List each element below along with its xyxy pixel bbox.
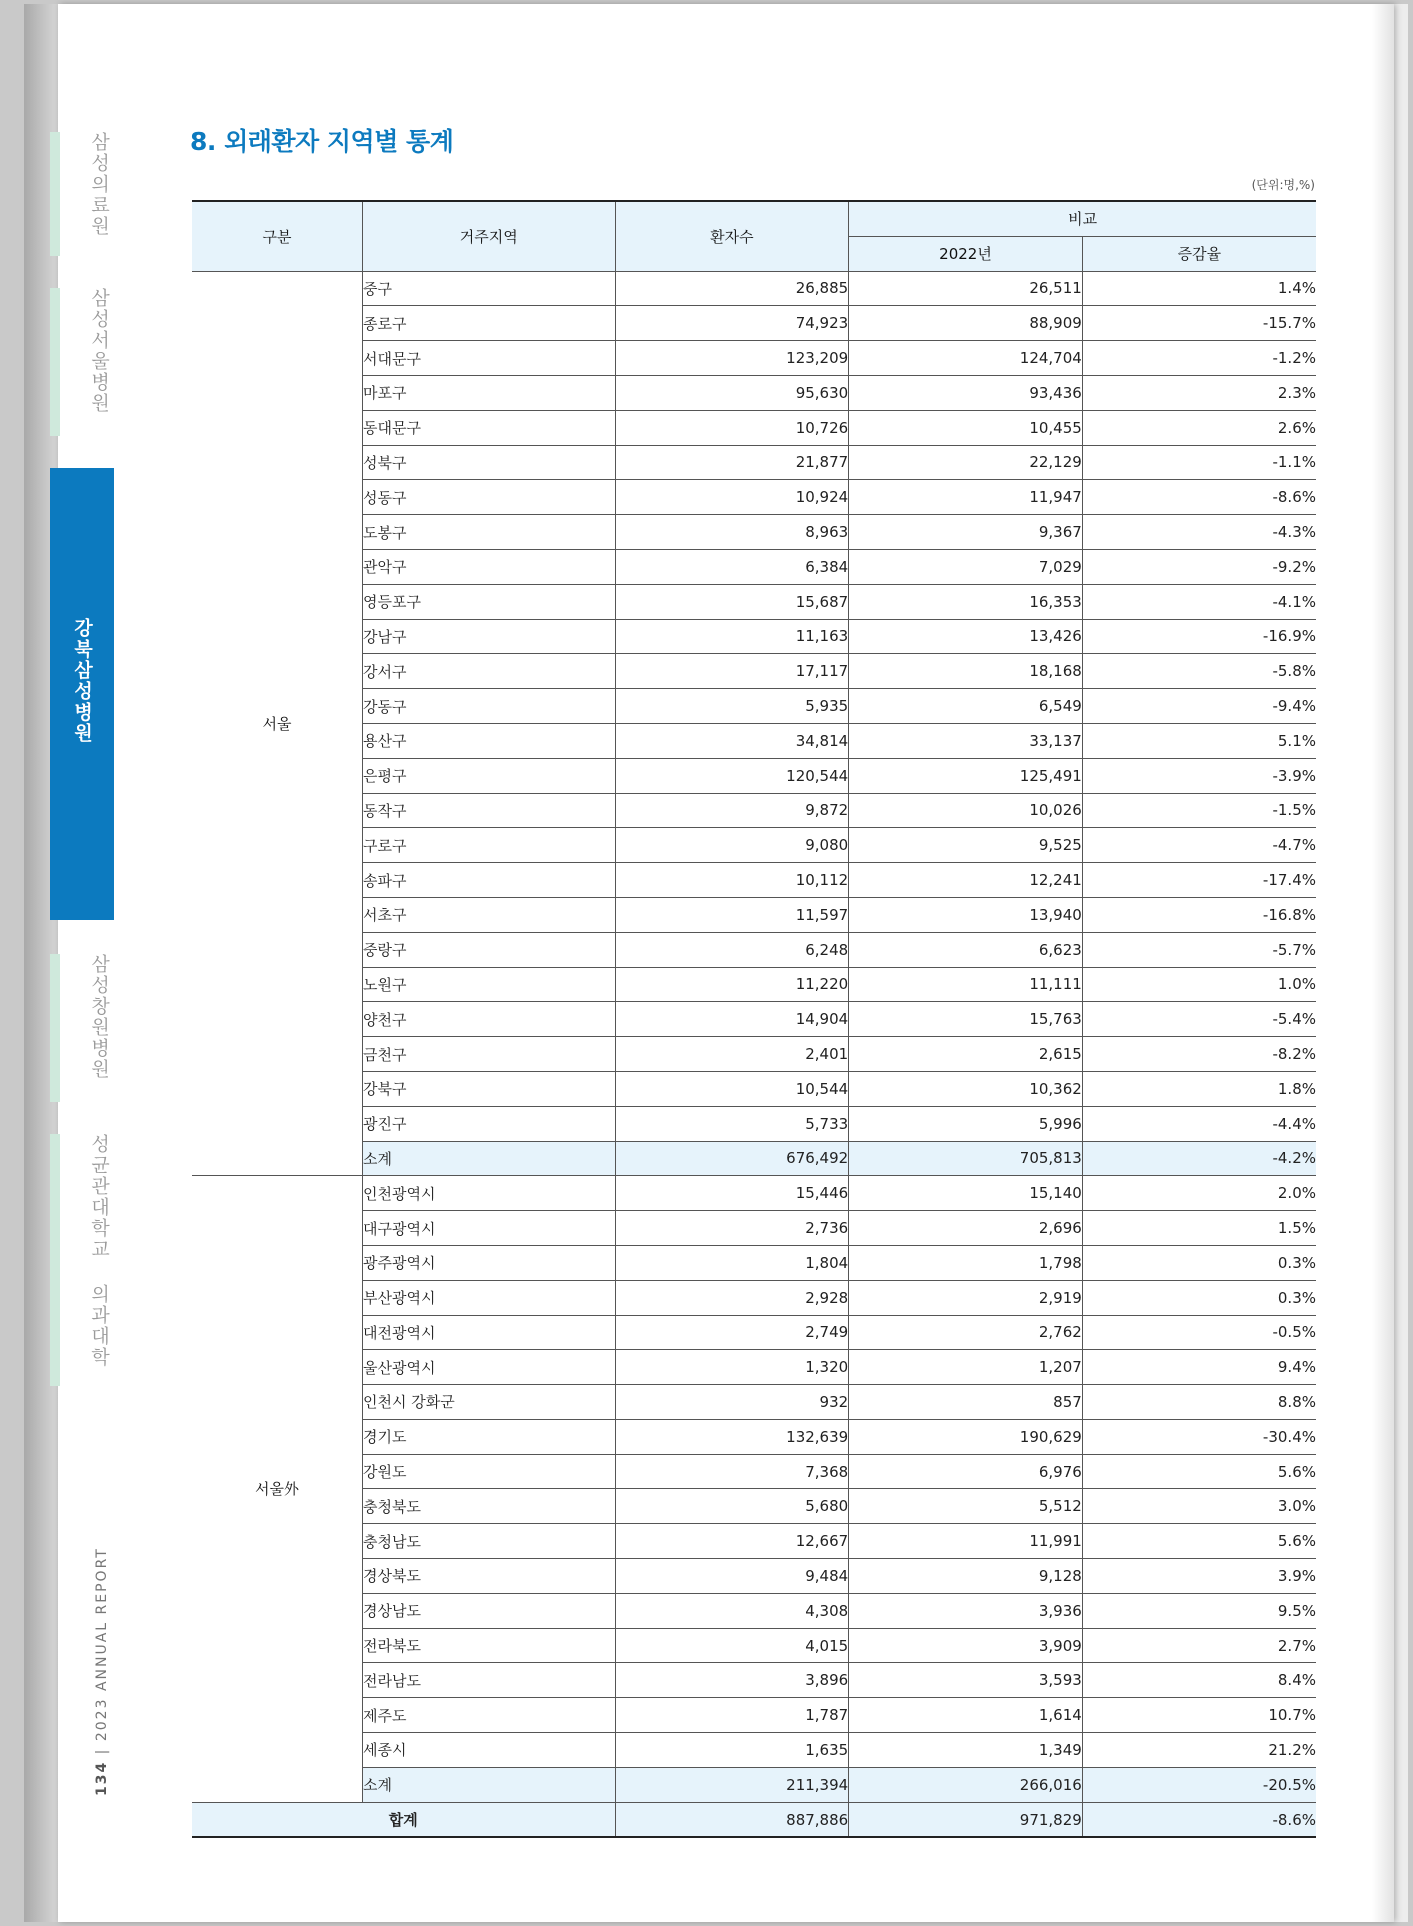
patients-cell: 2,736 [615, 1211, 849, 1246]
page-edge [1372, 4, 1394, 1922]
change-rate-cell: 2.7% [1082, 1628, 1316, 1663]
region-cell: 충청북도 [362, 1489, 615, 1524]
region-cell: 경기도 [362, 1419, 615, 1454]
prev-year-cell: 125,491 [849, 758, 1083, 793]
patients-cell: 34,814 [615, 723, 849, 758]
patients-cell: 10,112 [615, 863, 849, 898]
region-cell: 성동구 [362, 480, 615, 515]
region-cell: 경상남도 [362, 1593, 615, 1628]
prev-year-cell: 5,512 [849, 1489, 1083, 1524]
report-name: 2023 ANNUAL REPORT [94, 1547, 110, 1742]
patients-cell: 5,680 [615, 1489, 849, 1524]
region-cell: 중구 [362, 271, 615, 306]
prev-year-cell: 9,128 [849, 1559, 1083, 1594]
region-cell: 노원구 [362, 967, 615, 1002]
prev-year-cell: 93,436 [849, 375, 1083, 410]
prev-year-cell: 2,762 [849, 1315, 1083, 1350]
prev-year-cell: 15,140 [849, 1176, 1083, 1211]
change-rate-cell: -5.8% [1082, 654, 1316, 689]
region-cell: 광주광역시 [362, 1245, 615, 1280]
patients-cell: 4,308 [615, 1593, 849, 1628]
prev-year-cell: 3,936 [849, 1593, 1083, 1628]
change-rate-cell: -30.4% [1082, 1419, 1316, 1454]
patients-cell: 15,446 [615, 1176, 849, 1211]
prev-year-cell: 11,991 [849, 1524, 1083, 1559]
subtotal-label: 소계 [362, 1767, 615, 1802]
subtotal-change-rate: -20.5% [1082, 1767, 1316, 1802]
change-rate-cell: -3.9% [1082, 758, 1316, 793]
tab-marker [50, 288, 60, 436]
patients-cell: 1,804 [615, 1245, 849, 1280]
region-cell: 종로구 [362, 306, 615, 341]
region-cell: 구로구 [362, 828, 615, 863]
patients-cell: 26,885 [615, 271, 849, 306]
patients-cell: 95,630 [615, 375, 849, 410]
region-cell: 인천시 강화군 [362, 1385, 615, 1420]
patients-cell: 123,209 [615, 341, 849, 376]
change-rate-cell: 3.9% [1082, 1559, 1316, 1594]
region-cell: 광진구 [362, 1106, 615, 1141]
region-cell: 강원도 [362, 1454, 615, 1489]
patients-cell: 5,935 [615, 689, 849, 724]
table-row [192, 1176, 1316, 1211]
prev-year-cell: 190,629 [849, 1419, 1083, 1454]
group-label: 서울 [192, 271, 362, 1176]
change-rate-cell: -16.9% [1082, 619, 1316, 654]
change-rate-cell: -15.7% [1082, 306, 1316, 341]
prev-year-cell: 26,511 [849, 271, 1083, 306]
prev-year-cell: 13,426 [849, 619, 1083, 654]
annual-report-label: 134 | 2023 ANNUAL REPORT [94, 1547, 110, 1796]
total-row [192, 1802, 1316, 1837]
region-cell: 충청남도 [362, 1524, 615, 1559]
change-rate-cell: -4.4% [1082, 1106, 1316, 1141]
prev-year-cell: 22,129 [849, 445, 1083, 480]
prev-year-cell: 9,367 [849, 515, 1083, 550]
change-rate-cell: 1.4% [1082, 271, 1316, 306]
prev-year-cell: 1,349 [849, 1733, 1083, 1768]
regional-statistics-table [192, 200, 1316, 1838]
total-change-rate: -8.6% [1082, 1802, 1316, 1837]
patients-cell: 5,733 [615, 1106, 849, 1141]
region-cell: 동작구 [362, 793, 615, 828]
sidebar-tab-samsung-seoul-hospital[interactable] [50, 288, 140, 436]
patients-cell: 7,368 [615, 1454, 849, 1489]
change-rate-cell: 0.3% [1082, 1280, 1316, 1315]
change-rate-cell: -4.3% [1082, 515, 1316, 550]
prev-year-cell: 12,241 [849, 863, 1083, 898]
subtotal-change-rate: -4.2% [1082, 1141, 1316, 1176]
patients-cell: 74,923 [615, 306, 849, 341]
patients-cell: 11,597 [615, 897, 849, 932]
subtotal-patients: 676,492 [615, 1141, 849, 1176]
patients-cell: 120,544 [615, 758, 849, 793]
change-rate-cell: 8.8% [1082, 1385, 1316, 1420]
change-rate-cell: 3.0% [1082, 1489, 1316, 1524]
prev-year-cell: 2,615 [849, 1037, 1083, 1072]
sidebar-tab-label: 성균관대학교 의과대학 [88, 1134, 110, 1368]
region-cell: 부산광역시 [362, 1280, 615, 1315]
region-cell: 양천구 [362, 1002, 615, 1037]
subtotal-prev-year: 705,813 [849, 1141, 1083, 1176]
header-category: 구분 [192, 201, 362, 271]
patients-cell: 12,667 [615, 1524, 849, 1559]
subtotal-prev-year: 266,016 [849, 1767, 1083, 1802]
prev-year-cell: 1,798 [849, 1245, 1083, 1280]
change-rate-cell: -0.5% [1082, 1315, 1316, 1350]
region-cell: 울산광역시 [362, 1350, 615, 1385]
prev-year-cell: 124,704 [849, 341, 1083, 376]
patients-cell: 9,080 [615, 828, 849, 863]
change-rate-cell: -16.8% [1082, 897, 1316, 932]
patients-cell: 11,163 [615, 619, 849, 654]
patients-cell: 2,749 [615, 1315, 849, 1350]
change-rate-cell: 5.1% [1082, 723, 1316, 758]
change-rate-cell: -4.7% [1082, 828, 1316, 863]
change-rate-cell: 1.5% [1082, 1211, 1316, 1246]
region-cell: 강서구 [362, 654, 615, 689]
patients-cell: 21,877 [615, 445, 849, 480]
patients-cell: 14,904 [615, 1002, 849, 1037]
region-cell: 용산구 [362, 723, 615, 758]
total-patients: 887,886 [615, 1802, 849, 1837]
prev-year-cell: 33,137 [849, 723, 1083, 758]
prev-year-cell: 6,549 [849, 689, 1083, 724]
prev-year-cell: 15,763 [849, 1002, 1083, 1037]
prev-year-cell: 1,614 [849, 1698, 1083, 1733]
region-cell: 세종시 [362, 1733, 615, 1768]
change-rate-cell: -1.2% [1082, 341, 1316, 376]
sidebar-tab-skku-medicine[interactable] [50, 1134, 140, 1386]
tab-marker [50, 954, 60, 1102]
change-rate-cell: 9.5% [1082, 1593, 1316, 1628]
prev-year-cell: 3,909 [849, 1628, 1083, 1663]
prev-year-cell: 16,353 [849, 584, 1083, 619]
patients-cell: 2,928 [615, 1280, 849, 1315]
tab-marker [50, 1134, 60, 1386]
region-cell: 금천구 [362, 1037, 615, 1072]
region-cell: 동대문구 [362, 410, 615, 445]
patients-cell: 10,544 [615, 1071, 849, 1106]
prev-year-cell: 5,996 [849, 1106, 1083, 1141]
change-rate-cell: 2.6% [1082, 410, 1316, 445]
region-cell: 마포구 [362, 375, 615, 410]
patients-cell: 10,726 [615, 410, 849, 445]
region-cell: 전라남도 [362, 1663, 615, 1698]
patients-cell: 8,963 [615, 515, 849, 550]
change-rate-cell: -17.4% [1082, 863, 1316, 898]
sidebar-tab-label: 삼성의료원 [88, 132, 110, 237]
sidebar-tab-label: 삼성서울병원 [88, 288, 110, 414]
patients-cell: 6,248 [615, 932, 849, 967]
region-cell: 강남구 [362, 619, 615, 654]
change-rate-cell: 5.6% [1082, 1454, 1316, 1489]
page-title: 8. 외래환자 지역별 통계 [190, 127, 454, 156]
patients-cell: 1,635 [615, 1733, 849, 1768]
change-rate-cell: 2.0% [1082, 1176, 1316, 1211]
prev-year-cell: 6,623 [849, 932, 1083, 967]
prev-year-cell: 857 [849, 1385, 1083, 1420]
patients-cell: 1,320 [615, 1350, 849, 1385]
prev-year-cell: 10,026 [849, 793, 1083, 828]
region-cell: 강동구 [362, 689, 615, 724]
region-cell: 제주도 [362, 1698, 615, 1733]
region-cell: 대구광역시 [362, 1211, 615, 1246]
patients-cell: 6,384 [615, 549, 849, 584]
region-cell: 관악구 [362, 549, 615, 584]
header-comparison: 비교 [849, 201, 1316, 236]
change-rate-cell: -8.6% [1082, 480, 1316, 515]
patients-cell: 2,401 [615, 1037, 849, 1072]
sidebar-tab-samsung-changwon-hospital[interactable] [50, 954, 140, 1102]
change-rate-cell: 1.8% [1082, 1071, 1316, 1106]
prev-year-cell: 10,362 [849, 1071, 1083, 1106]
patients-cell: 3,896 [615, 1663, 849, 1698]
prev-year-cell: 2,919 [849, 1280, 1083, 1315]
sidebar-tab-samsung-medical-center[interactable] [50, 132, 140, 256]
patients-cell: 4,015 [615, 1628, 849, 1663]
patients-cell: 9,484 [615, 1559, 849, 1594]
table-body [192, 271, 1316, 1837]
prev-year-cell: 10,455 [849, 410, 1083, 445]
change-rate-cell: 5.6% [1082, 1524, 1316, 1559]
sidebar-tab-label: 강북삼성병원 [71, 618, 93, 744]
page-number: 134 [94, 1760, 110, 1796]
prev-year-cell: 1,207 [849, 1350, 1083, 1385]
change-rate-cell: 10.7% [1082, 1698, 1316, 1733]
region-cell: 경상북도 [362, 1559, 615, 1594]
prev-year-cell: 9,525 [849, 828, 1083, 863]
patients-cell: 17,117 [615, 654, 849, 689]
subtotal-label: 소계 [362, 1141, 615, 1176]
prev-year-cell: 88,909 [849, 306, 1083, 341]
prev-year-cell: 3,593 [849, 1663, 1083, 1698]
prev-year-cell: 2,696 [849, 1211, 1083, 1246]
patients-cell: 15,687 [615, 584, 849, 619]
tab-marker [50, 132, 60, 256]
prev-year-cell: 13,940 [849, 897, 1083, 932]
region-cell: 대전광역시 [362, 1315, 615, 1350]
change-rate-cell: 0.3% [1082, 1245, 1316, 1280]
change-rate-cell: -5.4% [1082, 1002, 1316, 1037]
prev-year-cell: 6,976 [849, 1454, 1083, 1489]
change-rate-cell: -1.1% [1082, 445, 1316, 480]
change-rate-cell: -4.1% [1082, 584, 1316, 619]
region-cell: 서초구 [362, 897, 615, 932]
patients-cell: 11,220 [615, 967, 849, 1002]
region-cell: 강북구 [362, 1071, 615, 1106]
change-rate-cell: -9.4% [1082, 689, 1316, 724]
region-cell: 인천광역시 [362, 1176, 615, 1211]
change-rate-cell: -1.5% [1082, 793, 1316, 828]
total-label: 합계 [192, 1802, 615, 1837]
sidebar-tab-label: 삼성창원병원 [88, 954, 110, 1080]
patients-cell: 9,872 [615, 793, 849, 828]
change-rate-cell: 8.4% [1082, 1663, 1316, 1698]
unit-note: (단위:명,%) [1251, 178, 1315, 192]
header-patients: 환자수 [615, 201, 849, 271]
group-label: 서울外 [192, 1176, 362, 1802]
prev-year-cell: 11,111 [849, 967, 1083, 1002]
header-year: 2022년 [849, 236, 1083, 271]
patients-cell: 1,787 [615, 1698, 849, 1733]
change-rate-cell: -9.2% [1082, 549, 1316, 584]
region-cell: 송파구 [362, 863, 615, 898]
header-change: 증감율 [1082, 236, 1316, 271]
prev-year-cell: 7,029 [849, 549, 1083, 584]
change-rate-cell: 21.2% [1082, 1733, 1316, 1768]
region-cell: 은평구 [362, 758, 615, 793]
table-row [192, 271, 1316, 306]
change-rate-cell: 2.3% [1082, 375, 1316, 410]
patients-cell: 132,639 [615, 1419, 849, 1454]
change-rate-cell: -5.7% [1082, 932, 1316, 967]
region-cell: 성북구 [362, 445, 615, 480]
region-cell: 전라북도 [362, 1628, 615, 1663]
patients-cell: 932 [615, 1385, 849, 1420]
total-prev-year: 971,829 [849, 1802, 1083, 1837]
prev-year-cell: 18,168 [849, 654, 1083, 689]
region-cell: 도봉구 [362, 515, 615, 550]
region-cell: 서대문구 [362, 341, 615, 376]
subtotal-patients: 211,394 [615, 1767, 849, 1802]
change-rate-cell: 9.4% [1082, 1350, 1316, 1385]
region-cell: 중랑구 [362, 932, 615, 967]
prev-year-cell: 11,947 [849, 480, 1083, 515]
header-region: 거주지역 [362, 201, 615, 271]
patients-cell: 10,924 [615, 480, 849, 515]
region-cell: 영등포구 [362, 584, 615, 619]
sidebar-tab-kangbuk-samsung-hospital[interactable] [50, 468, 114, 920]
change-rate-cell: -8.2% [1082, 1037, 1316, 1072]
change-rate-cell: 1.0% [1082, 967, 1316, 1002]
